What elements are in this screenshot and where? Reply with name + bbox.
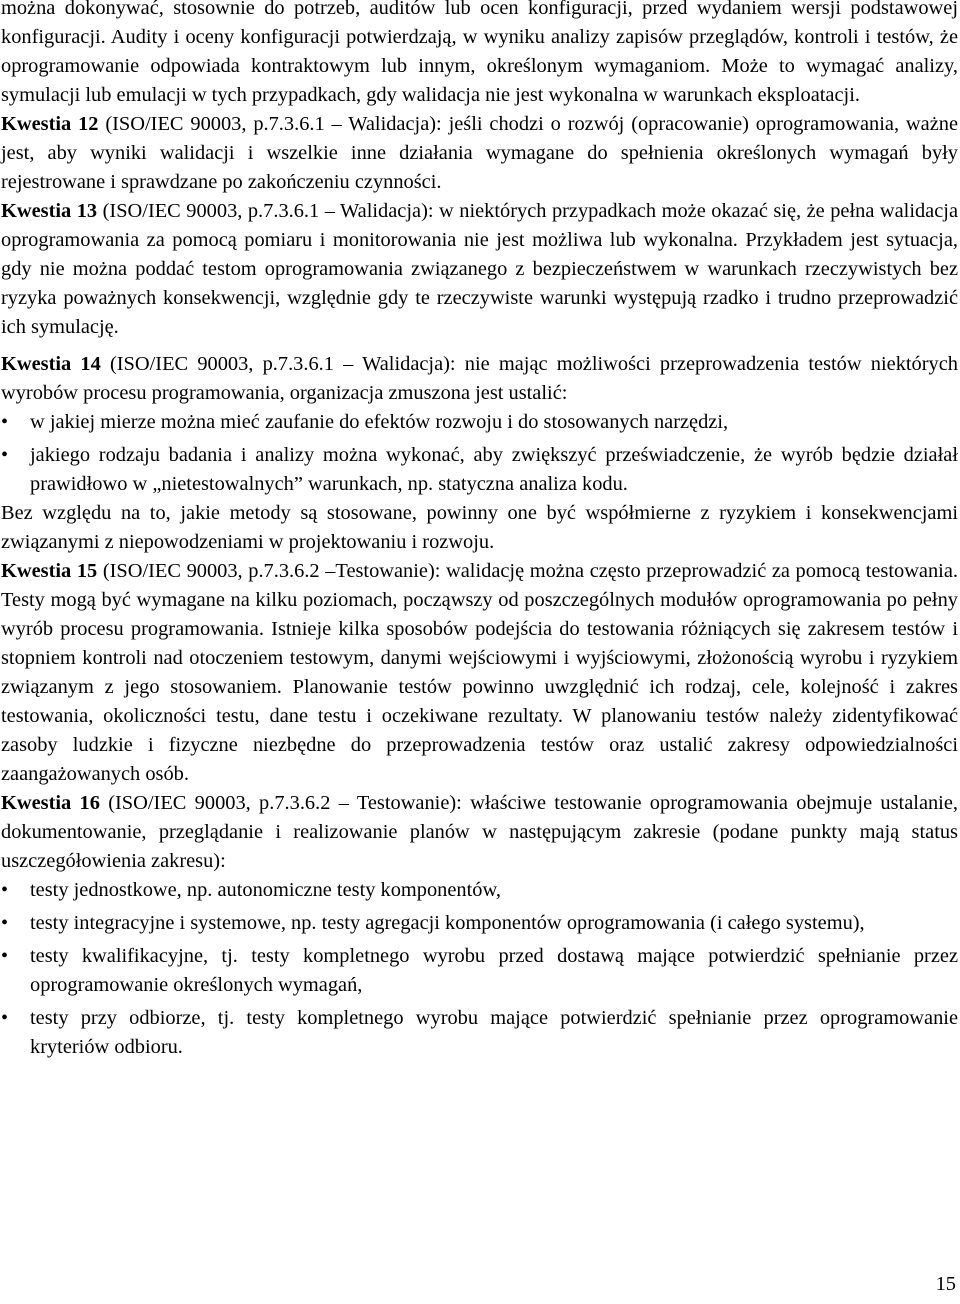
kwestia-12-text: (ISO/IEC 90003, p.7.3.6.1 – Walidacja): jeśli chodzi o rozwój (opracowanie) oprogramowania, ważne jest, aby wyniki walidacji i wszelkie inne działania wymagane do spełnienia określonych wymagań były rejestrowane i sprawdzane po zakończeniu czynności.	[1, 113, 958, 193]
list-item	[1, 408, 958, 437]
bullet-icon: •	[1, 411, 9, 433]
bullet-icon: •	[1, 444, 9, 466]
bullet-icon: •	[1, 912, 9, 934]
kwestia-16-paragraph	[1, 789, 958, 876]
list-item	[1, 1004, 958, 1062]
kwestia-16-bullet-list	[1, 876, 958, 1062]
list-item	[1, 441, 958, 499]
list-item	[1, 942, 958, 1000]
list-item-text: jakiego rodzaju badania i analizy można wykonać, aby zwiększyć przeświadczenie, że wyrób będzie działał prawidłowo w „nietestowalnych” warunkach, np. statyczna analiza kodu.	[30, 444, 958, 495]
bullet-icon: •	[1, 945, 9, 967]
list-item	[1, 876, 958, 905]
kwestia-14-paragraph	[1, 350, 958, 408]
kwestia-13-text: (ISO/IEC 90003, p.7.3.6.1 – Walidacja): w niektórych przypadkach może okazać się, że pełna walidacja oprogramowania za pomocą pomiaru i monitorowania nie jest możliwa lub wykonalna. Przykładem jest sytuacja, gdy nie można poddać testom oprogramowania związanego z bezpieczeństwem w warunkach rzeczywistych bez ryzyka poważnych konsekwencji, względnie gdy te rzeczywiste warunki występują rzadko i trudno przeprowadzić ich symulację.	[1, 200, 958, 338]
page-number: 15	[935, 1273, 956, 1295]
kwestia-16-text: (ISO/IEC 90003, p.7.3.6.2 – Testowanie): właściwe testowanie oprogramowania obejmuje ustalanie, dokumentowanie, przeglądanie i realizowanie planów w następującym zakresie (podane punkty mają status uszczegółowienia zakresu):	[1, 792, 958, 872]
kwestia-15-text: (ISO/IEC 90003, p.7.3.6.2 –Testowanie): walidację można często przeprowadzić za pomocą testowania. Testy mogą być wymagane na kilku poziomach, począwszy od poszczególnych modułów oprogramowania po pełny wyrób procesu programowania. Istnieje kilka sposobów podejścia do testowania różniących się zakresem testów i stopniem kontroli nad otoczeniem testowym, danymi wejściowymi i wyjściowymi, złożonością wyrobu i ryzykiem związanym z jego stosowaniem. Planowanie testów powinno uwzględnić ich rodzaj, cele, kolejność i zakres testowania, okoliczności testu, dane testu i oczekiwane rezultaty. W planowaniu testów należy zidentyfikować zasoby ludzkie i fizyczne niezbędne do przeprowadzenia testów oraz ustalić zakresy odpowiedzialności zaangażowanych osób.	[1, 560, 958, 785]
kwestia-12-label: Kwestia 12	[1, 113, 99, 135]
intro-paragraph: można dokonywać, stosownie do potrzeb, auditów lub ocen konfiguracji, przed wydaniem wersji podstawowej konfiguracji. Audity i oceny konfiguracji potwierdzają, w wyniku analizy zapisów przeglądów, kontroli i testów, że oprogramowanie odpowiada kontraktowym lub innym, określonym wymaganiom. Może to wymagać analizy, symulacji lub emulacji w tych przypadkach, gdy walidacja nie jest wykonalna w warunkach eksploatacji.	[1, 0, 958, 106]
kwestia-14-after-paragraph: Bez względu na to, jakie metody są stosowane, powinny one być współmierne z ryzykiem i konsekwencjami związanymi z niepowodzeniami w projektowaniu i rozwoju.	[1, 502, 958, 553]
kwestia-14-text: (ISO/IEC 90003, p.7.3.6.1 – Walidacja): nie mając możliwości przeprowadzenia testów niektórych wyrobów procesu programowania, organizacja zmuszona jest ustalić:	[1, 353, 958, 404]
list-item-text: w jakiej mierze można mieć zaufanie do efektów rozwoju i do stosowanych narzędzi,	[30, 411, 729, 433]
list-item	[1, 909, 958, 938]
list-item-text: testy jednostkowe, np. autonomiczne testy komponentów,	[30, 879, 501, 901]
list-item-text: testy kwalifikacyjne, tj. testy kompletnego wyrobu przed dostawą mające potwierdzić spełnianie przez oprogramowanie określonych wymagań,	[30, 945, 958, 996]
kwestia-13-label: Kwestia 13	[1, 200, 98, 222]
bullet-icon: •	[1, 879, 9, 901]
list-item-text: testy przy odbiorze, tj. testy kompletnego wyrobu mające potwierdzić spełnianie przez oprogramowanie kryteriów odbioru.	[30, 1007, 958, 1058]
kwestia-15-label: Kwestia 15	[1, 560, 98, 582]
kwestia-14-label: Kwestia 14	[1, 353, 101, 375]
kwestia-16-label: Kwestia 16	[1, 792, 100, 814]
kwestia-15-paragraph	[1, 557, 958, 789]
bullet-icon: •	[1, 1007, 9, 1029]
kwestia-12-paragraph	[1, 110, 958, 197]
kwestia-13-paragraph	[1, 197, 958, 342]
kwestia-14-bullet-list	[1, 408, 958, 499]
list-item-text: testy integracyjne i systemowe, np. testy agregacji komponentów oprogramowania (i całego systemu),	[30, 912, 865, 934]
